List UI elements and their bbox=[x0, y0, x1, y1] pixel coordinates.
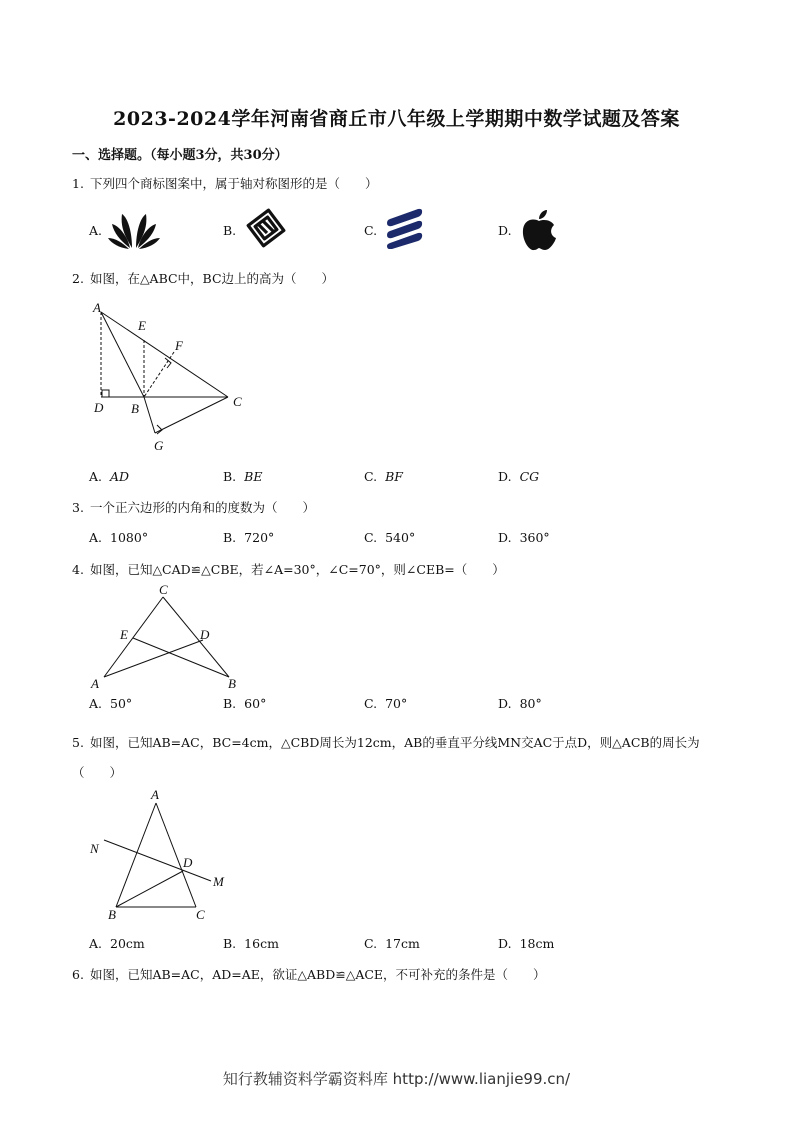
q5-option-a: A. 20cm bbox=[89, 936, 145, 951]
segment-cb bbox=[163, 597, 229, 677]
china-mobile-logo bbox=[245, 207, 287, 249]
label-a: A bbox=[91, 676, 99, 691]
label-c: C bbox=[196, 907, 205, 922]
page-title: 2023-2024学年河南省商丘市八年级上学期期中数学试题及答案 bbox=[113, 108, 680, 130]
q4-option-b: B. 60° bbox=[223, 696, 267, 711]
label-c: C bbox=[233, 394, 242, 409]
label-f: F bbox=[175, 338, 183, 353]
question-number: 3. bbox=[72, 500, 84, 515]
option-label: C. bbox=[364, 223, 378, 238]
option-label: A. bbox=[89, 223, 103, 238]
segment-eb bbox=[133, 638, 229, 677]
apple-logo bbox=[520, 208, 558, 252]
ericsson-logo bbox=[386, 207, 424, 249]
q4-option-c: C. 70° bbox=[364, 696, 408, 711]
question-text: 一个正六边形的内角和的度数为（ ） bbox=[89, 500, 315, 515]
question-1 bbox=[72, 175, 377, 193]
segment-ca bbox=[104, 597, 163, 677]
q3-option-a: A. 1080° bbox=[89, 530, 149, 545]
q4-option-d: D. 80° bbox=[498, 696, 542, 711]
question-number: 6. bbox=[72, 967, 84, 982]
option-label: D. bbox=[498, 223, 512, 238]
right-angle-f bbox=[165, 358, 171, 368]
question-text: 如图，已知AB=AC，BC=4cm，△CBD周长为12cm，AB的垂直平分线MN交AC于点D，则△ACB的周长为（ ） bbox=[72, 735, 700, 780]
label-e: E bbox=[120, 627, 128, 642]
question-6 bbox=[72, 966, 546, 984]
label-a: A bbox=[151, 787, 159, 802]
q3-option-d: D. 360° bbox=[498, 530, 550, 545]
q2-triangle-figure bbox=[86, 300, 256, 455]
q4-triangle-figure bbox=[86, 582, 246, 692]
q5-option-b: B. 16cm bbox=[223, 936, 279, 951]
q1-option-c bbox=[364, 223, 385, 238]
q3-option-b: B. 720° bbox=[223, 530, 275, 545]
q2-option-c: C. BF bbox=[364, 469, 403, 484]
option-label: B. bbox=[223, 223, 237, 238]
segment-bd bbox=[116, 871, 183, 907]
q5-triangle-figure bbox=[86, 785, 236, 925]
question-number: 5. bbox=[72, 735, 84, 750]
question-3 bbox=[72, 499, 315, 517]
label-a: A bbox=[93, 300, 101, 315]
right-angle-g bbox=[157, 425, 162, 434]
question-number: 4. bbox=[72, 562, 84, 577]
q2-option-a: A. AD bbox=[89, 469, 130, 484]
line-mn bbox=[104, 840, 211, 881]
question-5 bbox=[72, 728, 727, 788]
label-m: M bbox=[213, 874, 224, 889]
q5-option-d: D. 18cm bbox=[498, 936, 555, 951]
q5-option-c: C. 17cm bbox=[364, 936, 420, 951]
label-b: B bbox=[108, 907, 116, 922]
label-d: D bbox=[94, 400, 104, 415]
right-angle-d bbox=[102, 390, 109, 397]
q2-option-d: D. CG bbox=[498, 469, 540, 484]
label-d: D bbox=[183, 855, 193, 870]
question-4 bbox=[72, 561, 505, 579]
q1-option-d bbox=[498, 223, 520, 238]
segment-ad bbox=[104, 640, 203, 677]
label-g: G bbox=[154, 438, 164, 453]
q3-option-c: C. 540° bbox=[364, 530, 416, 545]
q1-option-b bbox=[223, 223, 244, 238]
section-heading: 一、选择题。（每小题3分，共30分） bbox=[72, 148, 288, 163]
q1-option-a bbox=[89, 223, 110, 238]
q4-option-a: A. 50° bbox=[89, 696, 133, 711]
label-n: N bbox=[90, 841, 99, 856]
label-d: D bbox=[200, 627, 210, 642]
label-c: C bbox=[159, 582, 168, 597]
segment-ab bbox=[116, 803, 156, 907]
footer-source-link[interactable]: 知行教辅资料学霸资料库 http://www.lianjie99.cn/ bbox=[222, 1070, 571, 1088]
q2-option-b: B. BE bbox=[223, 469, 263, 484]
question-number: 2. bbox=[72, 271, 84, 286]
question-text: 如图，已知AB=AC，AD=AE，欲证△ABD≌△ACE，不可补充的条件是（ ） bbox=[89, 967, 546, 982]
segment-ac bbox=[101, 312, 228, 397]
label-b: B bbox=[228, 676, 236, 691]
segment-bf bbox=[144, 352, 174, 397]
segment-bg bbox=[144, 397, 155, 433]
label-b: B bbox=[131, 401, 139, 416]
huawei-logo bbox=[108, 208, 160, 250]
question-number: 1. bbox=[72, 176, 84, 191]
question-2 bbox=[72, 270, 334, 288]
question-text: 如图，已知△CAD≌△CBE，若∠A=30°，∠C=70°，则∠CEB=（ ） bbox=[89, 562, 505, 577]
label-e: E bbox=[138, 318, 146, 333]
question-text: 如图，在△ABC中，BC边上的高为（ ） bbox=[89, 271, 335, 286]
segment-gc bbox=[155, 397, 228, 433]
question-text: 下列四个商标图案中，属于轴对称图形的是（ ） bbox=[89, 176, 378, 191]
